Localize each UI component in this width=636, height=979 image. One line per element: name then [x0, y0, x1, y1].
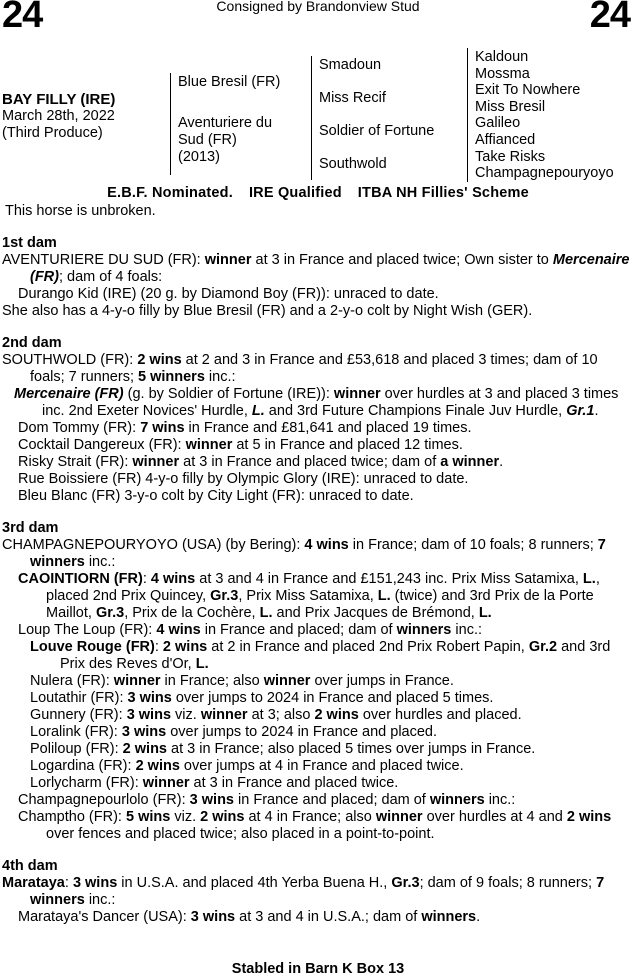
- dam-entry: CHAMPAGNEPOURYOYO (USA) (by Bering): 4 wins in France; dam of 10 foals; 8 runners; 7 winners inc.:: [2, 537, 606, 570]
- grandproduce-entry: Louve Rouge (FR): 2 wins at 2 in France and placed 2nd Prix Robert Papin, Gr.2 and 3rd Prix des Reves d'Or, L.: [30, 639, 611, 672]
- dam-entry: AVENTURIERE DU SUD (FR): winner at 3 in France and placed twice; Own sister to Mercenaire (FR); dam of 4 foals:: [2, 252, 630, 285]
- grandproduce-entry: Champtho (FR): 5 wins viz. 2 wins at 4 in France; also winner over hurdles at 4 and 2 wins over fences and placed twice; also placed in a point-to-point.: [18, 809, 612, 842]
- foaling-date: March 28th, 2022: [2, 108, 115, 124]
- produce-entry: Champagnepourlolo (FR): 3 wins in France and placed; dam of winners inc.:: [18, 792, 516, 808]
- section-4th-dam: 4th dam: [2, 858, 58, 874]
- unbroken-note: This horse is unbroken.: [5, 203, 156, 219]
- pedigree-dam: Aventuriere du Sud (FR) (2013): [178, 115, 273, 165]
- produce-entry: Durango Kid (IRE) (20 g. by Diamond Boy (FR)): unraced to date.: [18, 286, 439, 302]
- pedigree-divider-1: [170, 73, 171, 175]
- grandproduce-entry: Gunnery (FR): 3 wins viz. winner at 3; also 2 wins over hurdles and placed.: [30, 707, 522, 723]
- pedigree-gen3: Kaldoun Mossma Exit To Nowhere Miss Bresil Galileo Affianced Take Risks Champagnepouryoyo: [475, 49, 614, 182]
- pedigree-gen2-1: Smadoun: [319, 57, 382, 73]
- lot-number-right: 24: [589, 0, 630, 36]
- section-2nd-dam: 2nd dam: [2, 335, 62, 351]
- grandproduce-entry: Loralink (FR): 3 wins over jumps to 2024 in France and placed.: [30, 724, 438, 740]
- produce-entry: Bleu Blanc (FR) 3-y-o colt by City Light (FR): unraced to date.: [18, 488, 414, 504]
- catalogue-body: [2, 203, 632, 926]
- dam-entry: SOUTHWOLD (FR): 2 wins at 2 and 3 in France and £53,618 and placed 3 times; dam of 10 foals; 7 runners; 5 winners inc.:: [2, 352, 598, 385]
- grandproduce-entry: Lorlycharm (FR): winner at 3 in France and placed twice.: [30, 775, 399, 791]
- lot-number: 24: [2, 0, 43, 36]
- produce-entry: Loup The Loup (FR): 4 wins in France and placed; dam of winners inc.:: [18, 622, 482, 638]
- dam-entry: Marataya: 3 wins in U.S.A. and placed 4th Yerba Buena H., Gr.3; dam of 9 foals; 8 runners; 7 winners inc.:: [2, 875, 605, 908]
- produce-entry: Rue Boissiere (FR) 4-y-o filly by Olympic Glory (IRE): unraced to date.: [18, 471, 469, 487]
- pedigree-divider-3: [467, 48, 468, 182]
- pedigree-gen2-2: Miss Recif: [319, 90, 386, 106]
- section-3rd-dam: 3rd dam: [2, 520, 59, 536]
- produce-note: (Third Produce): [2, 125, 103, 141]
- produce-entry: Risky Strait (FR): winner at 3 in France and placed twice; dam of a winner.: [18, 454, 504, 470]
- section-1st-dam: 1st dam: [2, 235, 57, 251]
- pedigree-gen2-4: Southwold: [319, 156, 387, 172]
- produce-entry: CAOINTIORN (FR): 4 wins at 3 and 4 in France and £151,243 inc. Prix Miss Satamixa, L., placed 2nd Prix Quincey, Gr.3, Prix Miss Satamixa, L. (twice) and 3rd Prix de la Porte Maillot, Gr.3, Prix de la Cochère, L. and Prix Jacques de Brémond, L.: [18, 571, 600, 621]
- produce-entry: Dom Tommy (FR): 7 wins in France and £81,641 and placed 19 times.: [18, 420, 472, 436]
- stabling-info: Stabled in Barn K Box 13: [231, 961, 405, 977]
- pedigree-divider-2: [311, 56, 312, 180]
- pedigree-sire: Blue Bresil (FR): [178, 74, 281, 90]
- grandproduce-entry: Poliloup (FR): 2 wins at 3 in France; also placed 5 times over jumps in France.: [30, 741, 536, 757]
- consignor: Consigned by Brandonview Stud: [216, 0, 420, 14]
- produce-note: She also has a 4-y-o filly by Blue Bresil (FR) and a 2-y-o colt by Night Wish (GER).: [2, 303, 533, 319]
- grandproduce-entry: Logardina (FR): 2 wins over jumps at 4 in France and placed twice.: [30, 758, 464, 774]
- produce-entry: Cocktail Dangereux (FR): winner at 5 in France and placed 12 times.: [18, 437, 463, 453]
- eligibility-flags: E.B.F. Nominated. IRE Qualified ITBA NH Fillies' Scheme: [107, 185, 529, 201]
- horse-type: BAY FILLY (IRE): [2, 91, 116, 108]
- produce-entry: Marataya's Dancer (USA): 3 wins at 3 and 4 in U.S.A.; dam of winners.: [18, 909, 481, 925]
- grandproduce-entry: Loutathir (FR): 3 wins over jumps to 2024 in France and placed 5 times.: [30, 690, 494, 706]
- horse-description: [2, 91, 115, 142]
- grandproduce-entry: Nulera (FR): winner in France; also winner over jumps in France.: [30, 673, 454, 689]
- produce-entry: Mercenaire (FR) (g. by Soldier of Fortune (IRE)): winner over hurdles at 3 and placed 3 times inc. 2nd Exeter Novices' Hurdle, L. and 3rd Future Champions Finale Juv Hurdle, Gr.1.: [14, 386, 619, 419]
- pedigree-gen2-3: Soldier of Fortune: [319, 123, 435, 139]
